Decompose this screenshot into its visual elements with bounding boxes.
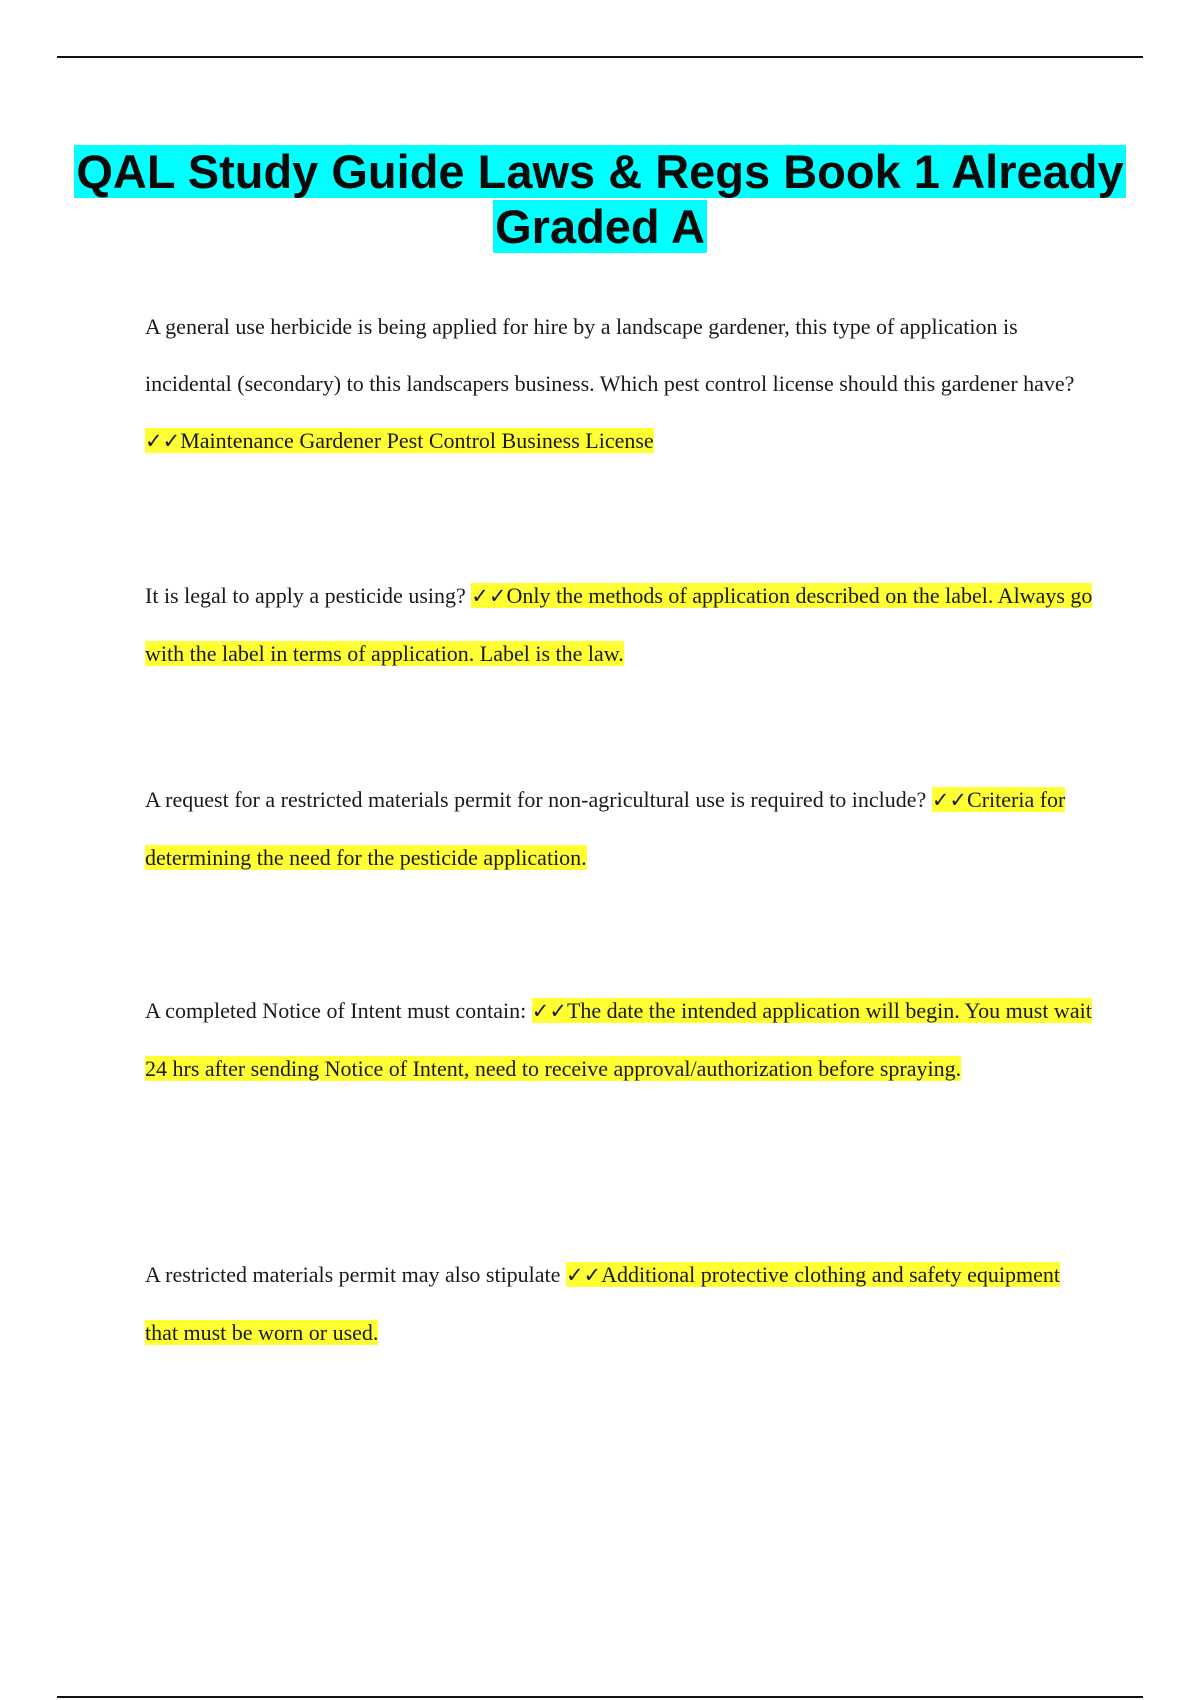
qa-item [145, 982, 1095, 1097]
double-check-icon: ✓✓ [145, 429, 181, 453]
qa-item [145, 567, 1095, 682]
question-text: A completed Notice of Intent must contain: [145, 998, 527, 1023]
double-check-icon: ✓✓ [471, 584, 507, 608]
double-check-icon: ✓✓ [531, 999, 567, 1023]
document-title [60, 144, 1140, 254]
answer-highlight [145, 428, 654, 453]
qa-item [145, 298, 1095, 470]
qa-item [145, 771, 1095, 886]
answer-text: The date the intended application will begin. You must wait 24 hrs after sending Notice of Intent, need to receive approval/authorization before spraying. [145, 998, 1092, 1081]
answer-text: Criteria for determining the need for the pesticide application. [145, 787, 1066, 870]
answer-text: Maintenance Gardener Pest Control Business License [180, 428, 654, 453]
question-text: A general use herbicide is being applied for hire by a landscape gardener, this type of application is incidental (secondary) to this landscapers business. Which pest control license should this gardener have? [145, 314, 1075, 396]
double-check-icon: ✓✓ [931, 788, 968, 812]
bottom-rule [57, 1696, 1143, 1698]
question-text: A restricted materials permit may also stipulate [145, 1262, 561, 1287]
title-highlight: QAL Study Guide Laws & Regs Book 1 Already Graded A [76, 145, 1124, 253]
answer-text: Additional protective clothing and safety equipment that must be worn or used. [145, 1262, 1060, 1345]
answer-text: Only the methods of application described on the label. Always go with the label in terms of application. Label is the law. [145, 583, 1093, 666]
double-check-icon: ✓✓ [565, 1263, 602, 1287]
question-text: A request for a restricted materials permit for non-agricultural use is required to include? [145, 787, 927, 812]
question-text: It is legal to apply a pesticide using? [145, 583, 466, 608]
top-rule [57, 56, 1143, 58]
qa-item [145, 1246, 1095, 1361]
